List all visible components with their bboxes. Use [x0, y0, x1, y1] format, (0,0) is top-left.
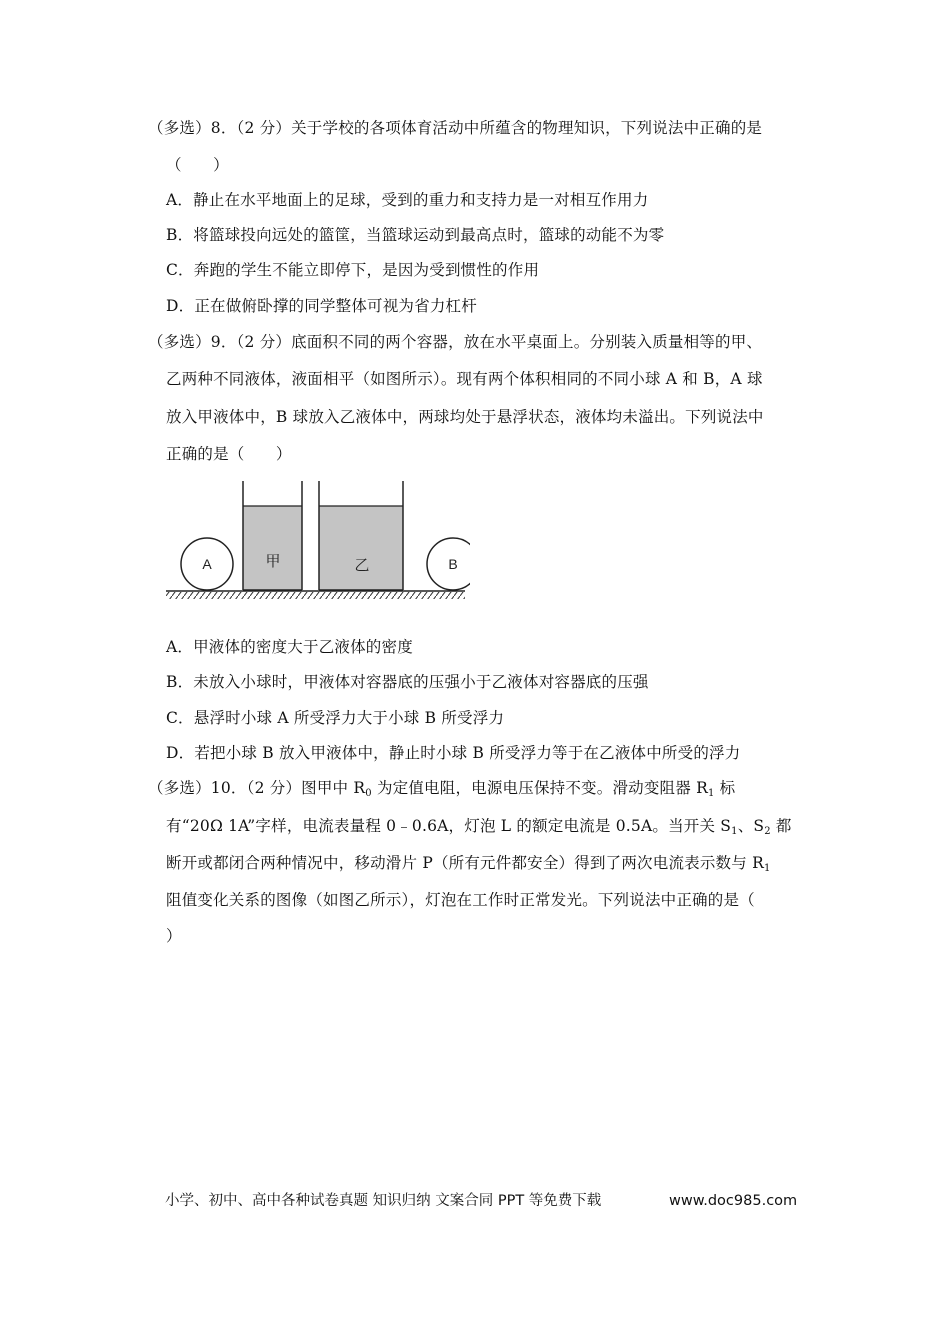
q9-option-d: D．若把小球 B 放入甲液体中，静止时小球 B 所受浮力等于在乙液体中所受的浮力	[166, 744, 741, 762]
q10-stem-line3	[166, 852, 771, 874]
subscript: 2	[764, 826, 771, 837]
footer-site-link[interactable]: www.doc985.com	[669, 1193, 798, 1209]
subscript: 0	[365, 788, 372, 799]
q9-stem-line1: （多选）9．（2 分）底面积不同的两个容器，放在水平桌面上。分别装入质量相等的甲、	[148, 333, 763, 351]
subscript: 1	[707, 788, 715, 799]
q8-option-c: C．奔跑的学生不能立即停下，是因为受到惯性的作用	[166, 261, 540, 279]
q8-answer-blank: （ ）	[166, 156, 229, 174]
q8-stem-line1: （多选）8．（2 分）关于学校的各项体育活动中所蕴含的物理知识，下列说法中正确的是	[148, 119, 763, 137]
ball-b-label: B	[448, 556, 458, 572]
q10-text: 都	[770, 817, 792, 835]
q9-option-c: C．悬浮时小球 A 所受浮力大于小球 B 所受浮力	[166, 709, 505, 727]
q8-option-b: B．将篮球投向远处的篮筐，当篮球运动到最高点时，篮球的动能不为零	[166, 226, 665, 244]
footer-promo-text: 小学、初中、高中各种试卷真题 知识归纳 文案合同 PPT 等免费下载	[165, 1193, 602, 1209]
q10-text: （多选）10．（2 分）图甲中 R	[148, 779, 366, 797]
q10-text: 、S	[737, 817, 765, 835]
q10-text: 标	[714, 779, 736, 797]
q9-stem-line3: 放入甲液体中，B 球放入乙液体中，两球均处于悬浮状态，液体均未溢出。下列说法中	[166, 408, 764, 426]
q10-text: 为定值电阻，电源电压保持不变。滑动变阻器 R	[371, 779, 708, 797]
container-yi-label: 乙	[354, 556, 370, 574]
q10-stem-line2	[166, 815, 792, 837]
subscript: 1	[731, 826, 738, 837]
container-jia-label: 甲	[265, 552, 281, 570]
ground-hatch	[166, 592, 465, 599]
q8-option-a: A．静止在水平地面上的足球，受到的重力和支持力是一对相互作用力	[166, 191, 649, 209]
q10-stem-line4: 阻值变化关系的图像（如图乙所示），灯泡在工作时正常发光。下列说法中正确的是（	[166, 891, 755, 909]
liquid-yi	[319, 506, 403, 590]
q10-text: 断开或都闭合两种情况中，移动滑片 P（所有元件都安全）得到了两次电流表示数与 R	[166, 854, 764, 872]
q10-text: 有“20Ω 1A”字样，电流表量程 0﹣0.6A，灯泡 L 的额定电流是 0.5A。当开关 S	[166, 817, 732, 835]
subscript: 1	[763, 863, 771, 874]
ball-a-label: A	[202, 556, 212, 572]
q9-figure	[160, 476, 470, 606]
q10-stem-line1	[148, 777, 735, 799]
q9-option-a: A．甲液体的密度大于乙液体的密度	[166, 638, 413, 656]
q8-option-d: D．正在做俯卧撑的同学整体可视为省力杠杆	[166, 297, 477, 315]
q9-stem-line4: 正确的是（ ）	[166, 445, 292, 463]
q9-option-b: B．未放入小球时，甲液体对容器底的压强小于乙液体对容器底的压强	[166, 673, 649, 691]
q9-stem-line2: 乙两种不同液体，液面相平（如图所示）。现有两个体积相同的不同小球 A 和 B，A 球	[166, 370, 763, 388]
liquid-jia	[243, 506, 302, 590]
q10-stem-line5: ）	[166, 927, 182, 945]
